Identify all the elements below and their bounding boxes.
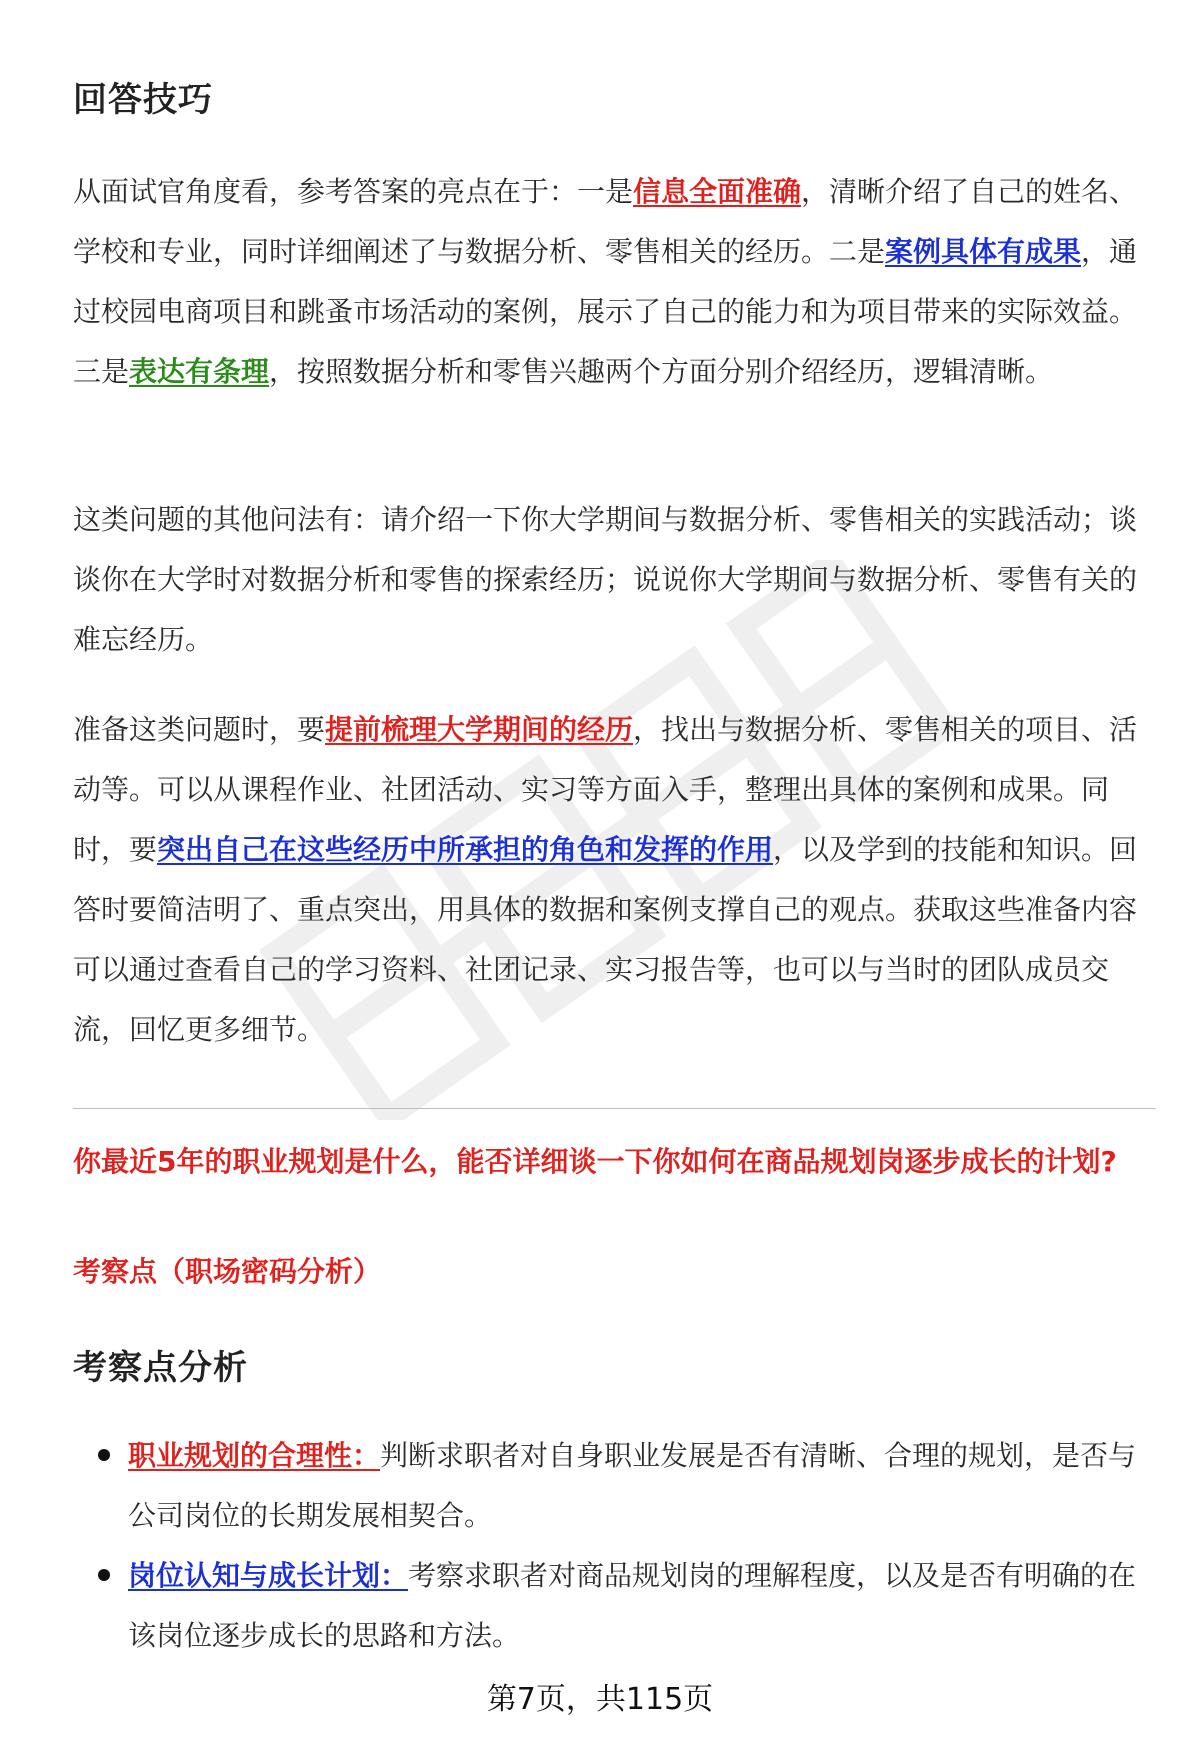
paragraph-text: ，以及学到的技能和知识。回答时要简洁明了、重点突出，用具体的数据和案例支撑自己的观点。获取这些准备内容可以通过查看自己的学习资料、社团记录、实习报告等，也可以与当时的团队成员交流，回忆更多细节。: [73, 833, 1138, 1046]
list-item-text: 判断求职者对自身职业发展是否有清晰、合理的规划，是否与公司岗位的长期发展相契合。: [128, 1439, 1137, 1532]
highlight-clear-expression: 表达有条理: [129, 355, 270, 388]
bullet-icon: [98, 1449, 110, 1461]
paragraph-text: ，找出与数据分析、零售相关的项目、活动等。可以从课程作业、社团活动、实习等方面入手，整理出具体的案例和成果。同时，要: [73, 713, 1138, 866]
paragraph-text: ，清晰介绍了自己的姓名、学校和专业，同时详细阐述了与数据分析、零售相关的经历。二是: [73, 175, 1138, 268]
analysis-list: [73, 1426, 1148, 1666]
section-heading-analysis: 考察点分析: [73, 1348, 248, 1388]
page-number: 第7页，共115页: [486, 1682, 714, 1717]
list-item-text: 考察求职者对商品规划岗的理解程度，以及是否有明确的在该岗位逐步成长的思路和方法。: [128, 1559, 1137, 1652]
paragraph-text: ，按照数据分析和零售兴趣两个方面分别介绍经历，逻辑清晰。: [269, 355, 1054, 388]
highlight-review-experience: 提前梳理大学期间的经历: [325, 713, 634, 746]
highlight-role-impact: 突出自己在这些经历中所承担的角色和发挥的作用: [157, 833, 774, 866]
highlight-case-results: 案例具体有成果: [885, 235, 1082, 268]
list-item-label: 岗位认知与成长计划：: [128, 1559, 409, 1592]
section-heading-answer-tips: 回答技巧: [73, 80, 213, 120]
question-subtitle: 考察点（职场密码分析）: [73, 1255, 382, 1288]
list-item: [73, 1426, 1148, 1546]
paragraph-text: 准备这类问题时，要: [73, 713, 326, 746]
paragraph-text: 从面试官角度看，参考答案的亮点在于：一是: [73, 175, 634, 208]
divider: [73, 1108, 1156, 1109]
list-item: [73, 1546, 1148, 1666]
paragraph-other-questions: 这类问题的其他问法有：请介绍一下你大学期间与数据分析、零售相关的实践活动；谈谈你在大学时对数据分析和零售的探索经历；说说你大学期间与数据分析、零售有关的难忘经历。: [73, 503, 1138, 656]
paragraph-preparation: [73, 700, 1148, 1060]
paragraph-text: ，通过校园电商项目和跳蚤市场活动的案例，展示了自己的能力和为项目带来的实际效益。三是: [73, 235, 1138, 388]
interview-question: 你最近5年的职业规划是什么，能否详细谈一下你如何在商品规划岗逐步成长的计划?: [73, 1145, 1117, 1178]
list-item-label: 职业规划的合理性：: [128, 1439, 381, 1472]
bullet-icon: [98, 1569, 110, 1581]
paragraph-highlights: [73, 162, 1148, 402]
highlight-info-accurate: 信息全面准确: [633, 175, 802, 208]
